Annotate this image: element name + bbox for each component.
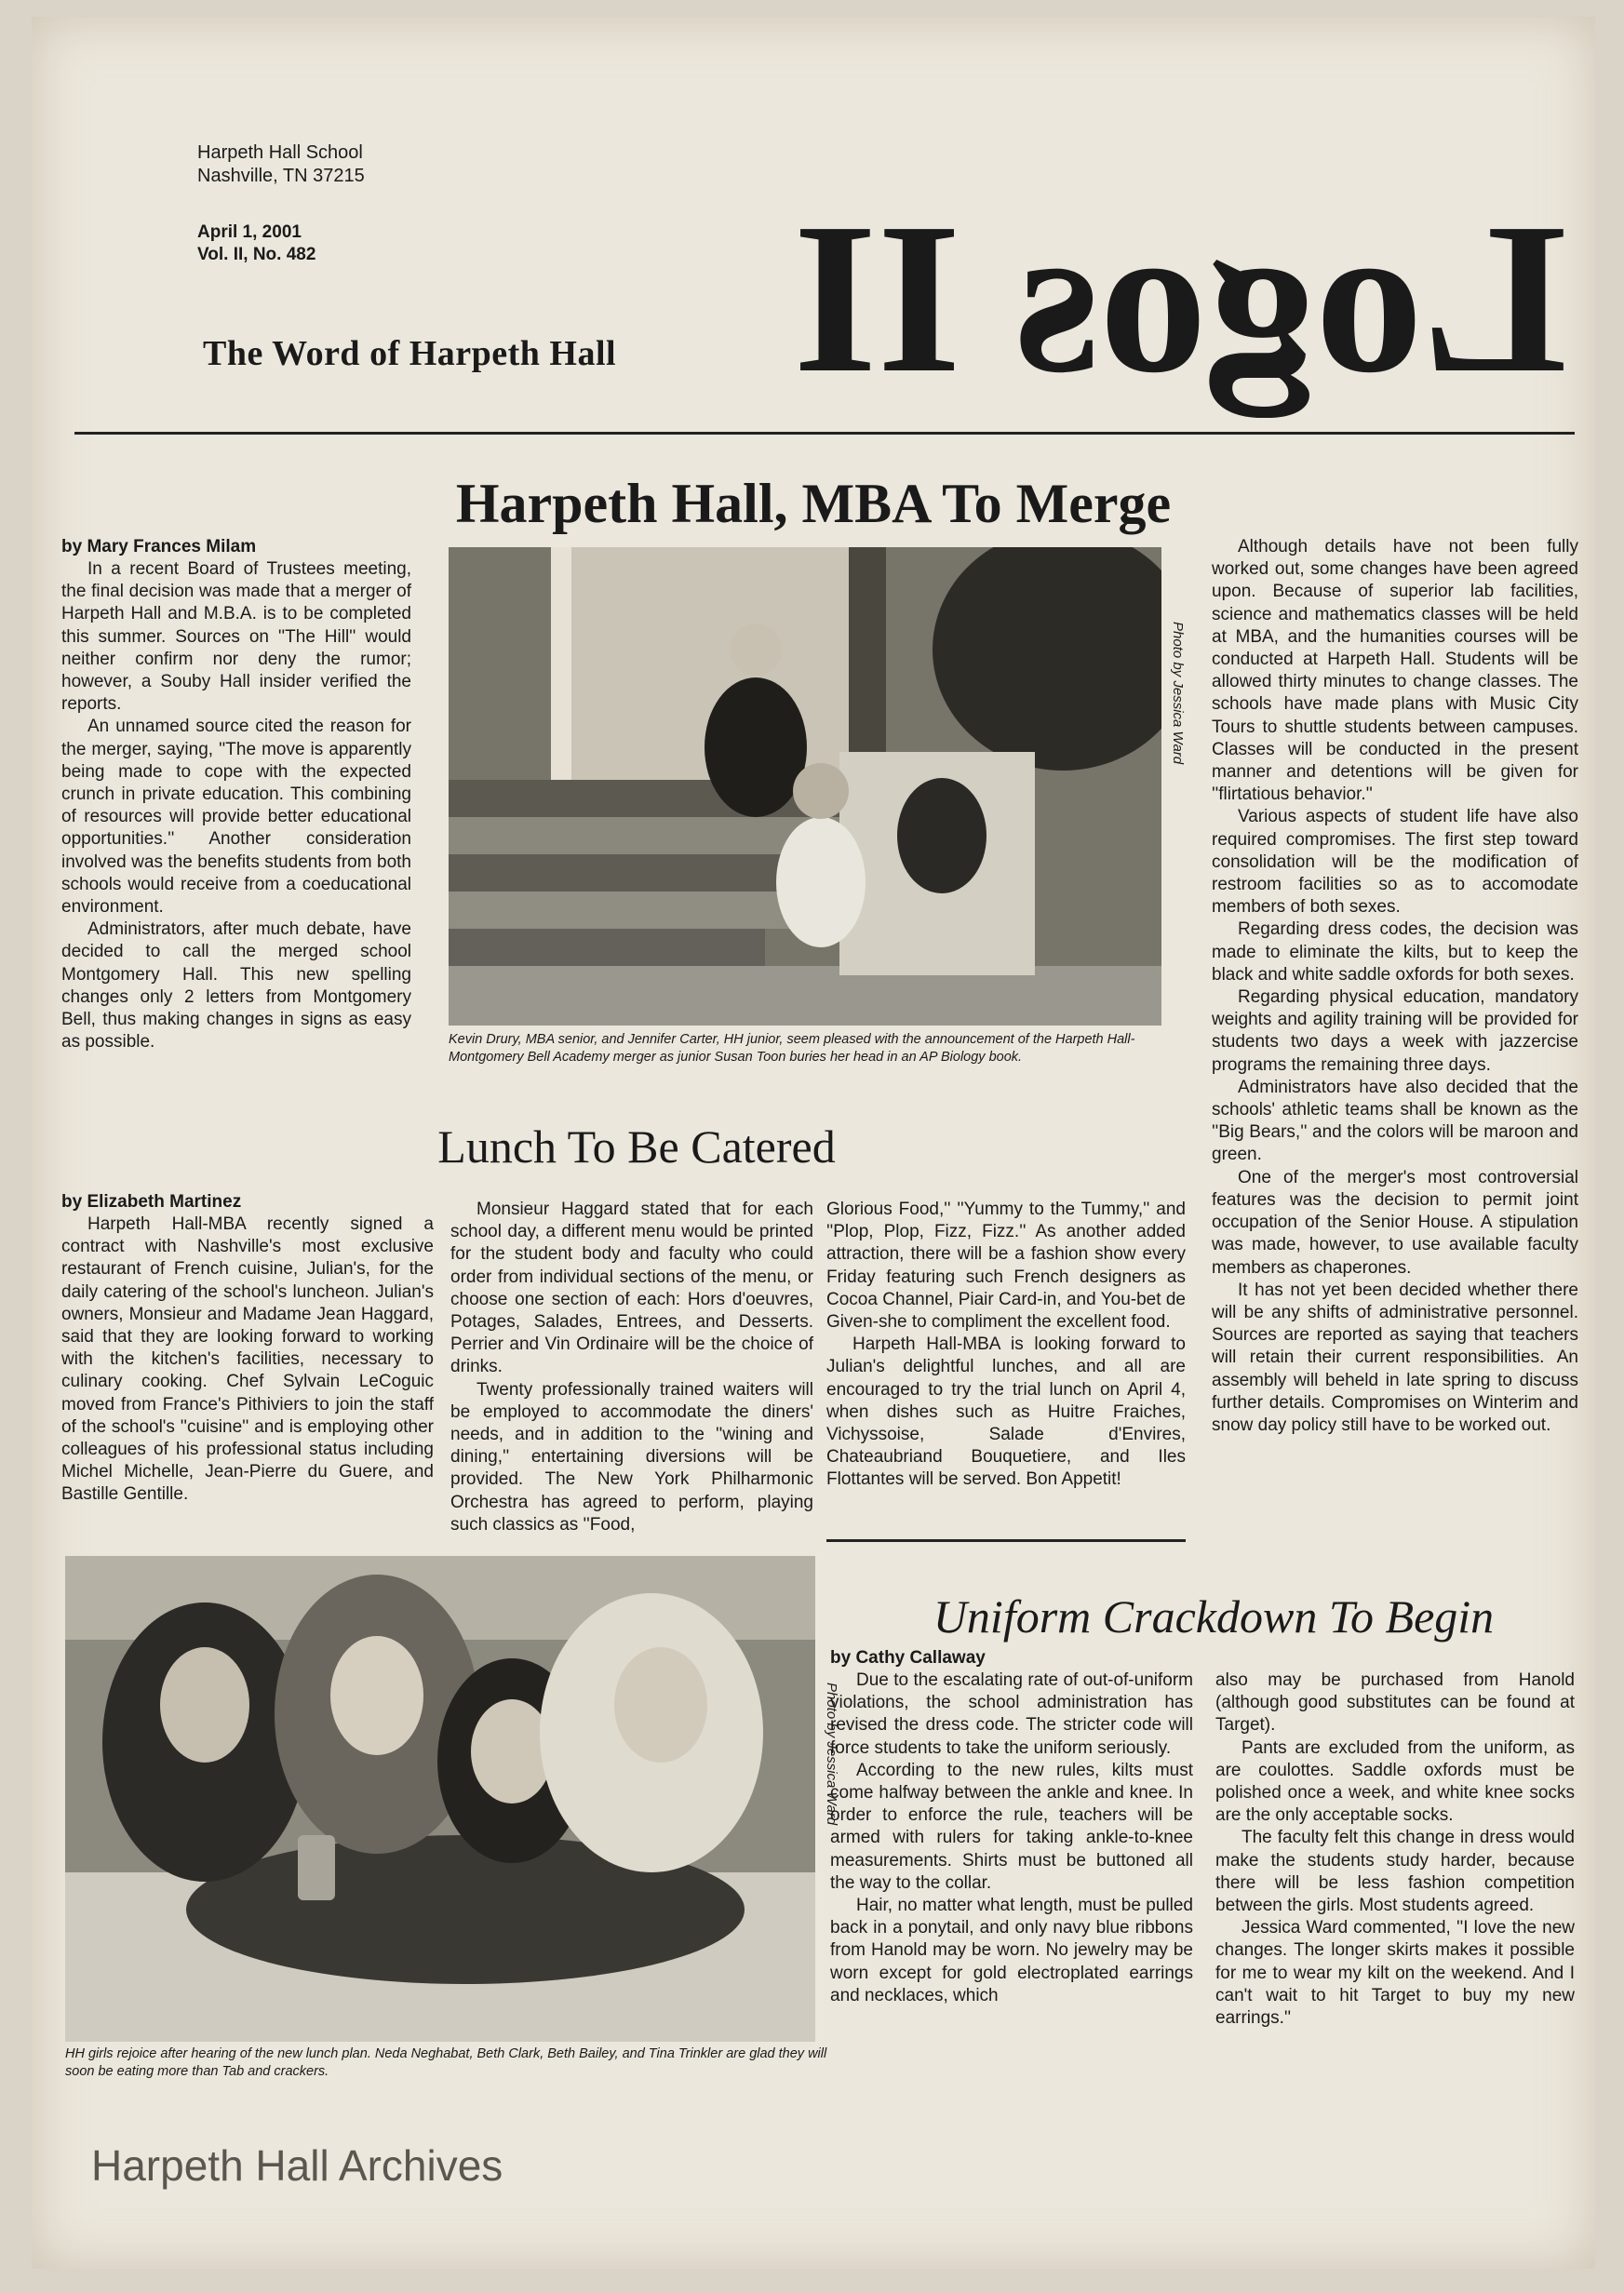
caption-lunch: HH girls rejoice after hearing of the new lunch plan. Neda Neghabat, Beth Clark, Beth Bailey, and Tina Trinkler are glad they will soon be eating more than Tab and crackers. [65,2046,827,2079]
lunch-paragraph: Monsieur Haggard stated that for each school day, a different menu would be printed for the student body and faculty who could order from individual sections of the menu, or choose one section of each: Hors d'oeuvres, Potages, Salades, Entrees, and Desserts. Perrier and Vin Ordinaire will be the choice of drinks. [450,1200,813,1377]
merge-right-paragraph: It has not yet been decided whether there will be any shifts of administrative personnel. Sources are reported as saying that teachers will retain their current responsibilities. An assembly will beheld in late spring to discuss further details. Compromises on Winterim and snow day policy still have to be worked out. [1212,1280,1578,1435]
uniform-paragraph: According to the new rules, kilts must come halfway between the ankle and knee. In order to enforce the rule, teachers will be armed with rulers for taking ankle-to-knee measurements. Shirts must be buttoned all the way to the collar. [830,1760,1193,1893]
photo-credit-lunch: Photo by Jessica Ward [824,1683,839,1826]
photo-merge-image [449,547,1161,1026]
merge-paragraph: An unnamed source cited the reason for the merger, saying, ''The move is apparently being made to cope with the expected crunch in private education. This combining of resources will provide better educational opportunities.'' Another consideration involved was the benefits students from both schools would receive from a coeducational environment. [61,717,411,918]
merge-right-paragraph: Administrators have also decided that the schools' athletic teams shall be known as the ''Big Bears,'' and the colors will be maroon and green. [1212,1077,1578,1165]
headline-merge: Harpeth Hall, MBA To Merge [455,473,1172,534]
school-city: Nashville, TN 37215 [197,166,365,186]
merge-right-paragraph: Regarding dress codes, the decision was made to eliminate the kilts, but to keep the black and white saddle oxfords for both sexes. [1212,919,1578,985]
issue-date: April 1, 2001 [197,222,302,242]
uniform-paragraph: also may be purchased from Hanold (although good substitutes can be found at Target). [1215,1670,1575,1736]
photo-lunch-image [65,1556,815,2042]
lunch-column-3 [826,1199,1186,1492]
photo-credit-merge: Photo by Jessica Ward [1170,622,1186,765]
photo-lunch-girls [65,1556,815,2042]
tagline: The Word of Harpeth Hall [203,334,617,373]
uniform-column-2 [1215,1669,1575,2030]
lunch-column-2 [450,1199,813,1536]
merge-paragraph: Administrators, after much debate, have decided to call the merged school Montgomery Hall. This new spelling changes only 2 letters from Montgomery Bell, thus making changes in signs as easy as possible. [61,919,411,1053]
issue-volume: Vol. II, No. 482 [197,245,316,264]
issue-info [197,221,315,266]
merge-right-paragraph: Although details have not been fully worked out, some changes have been agreed upon. Because of superior lab facilities, science and mathematics classes will be held at MBA, and the humanities courses will be conducted at Harpeth Hall. Students will be allowed thirty minutes to change classes. The schools have made plans with Music City Tours to shuttle students between campuses. Classes will be conducted in the present manner and detentions will be given for ''flirtatious behavior.'' [1212,537,1578,805]
headline-lunch: Lunch To Be Catered [437,1120,836,1173]
lunch-paragraph: Glorious Food,'' ''Yummy to the Tummy,'' and ''Plop, Plop, Fizz, Fizz.'' As another added attraction, there will be a fashion show every Friday featuring such French designers as Cocoa Channel, Piair Card-in, and You-bet de Given-she to compliment the excellent food. [826,1200,1186,1333]
masthead-rule [74,432,1575,435]
lunch-paragraph: Twenty professionally trained waiters will be employed to accommodate the diners' needs, and in addition to the ''wining and dining,'' entertaining diversions will be provided. The New York Philharmonic Orchestra has agreed to perform, playing such classics as ''Food, [450,1379,813,1535]
uniform-paragraph: Due to the escalating rate of out-of-uniform violations, the school administration has revised the dress code. The stricter code will force students to take the uniform seriously. [830,1670,1193,1758]
headline-uniform: Uniform Crackdown To Begin [933,1590,1495,1643]
lunch-paragraph: Harpeth Hall-MBA recently signed a contract with Nashville's most exclusive restaurant of French cuisine, Julian's, for the daily catering of the school's luncheon. Julian's owners, Monsieur and Madame Jean Haggard, said that they are looking forward to working with the kitchen's facilities, necessary to culinary cooking. Chef Sylvain LeCoguic moved from France's Pithiviers to join the staff of the school's ''cuisine'' and is employing other colleagues of his professional status including Michel Michelle, Jean-Pierre du Guere, and Bastille Gentille. [61,1214,434,1505]
merge-right-paragraph: Various aspects of student life have also required compromises. The first step toward consolidation will be the modification of restroom facilities so as to accomodate members of both sexes. [1212,807,1578,918]
masthead-address [197,141,365,188]
lunch-end-rule [826,1539,1186,1542]
lunch-paragraph: Harpeth Hall-MBA is looking forward to Julian's delightful lunches, and all are encouraged to try the trial lunch on April 4, when dishes such as Huitre Fraiches, Vichyssoise, Salade d'Envires, Chateaubriand Bouquetiere, and Iles Flottantes will be served. Bon Appetit! [826,1334,1186,1490]
lunch-column-1 [61,1191,434,1507]
archive-watermark: Harpeth Hall Archives [91,2141,503,2190]
merge-left-column [61,536,411,1053]
masthead-logo: Logos II [793,179,1567,418]
byline-lunch: by Elizabeth Martinez [61,1192,242,1212]
uniform-paragraph: Hair, no matter what length, must be pulled back in a ponytail, and only navy blue ribbons from Hanold may be worn. No jewelry may be worn except for gold electroplated earrings and necklaces, which [830,1896,1193,2005]
merge-paragraph: In a recent Board of Trustees meeting, the final decision was made that a merger of Harpeth Hall and M.B.A. is to be completed this summer. Sources on ''The Hill'' would neither confirm nor deny the rumor; however, a Souby Hall insider verified the reports. [61,559,411,715]
merge-right-paragraph: Regarding physical education, mandatory weights and agility training will be provided for students two days a week with jazzercise programs the remaining three days. [1212,987,1578,1075]
uniform-paragraph: Pants are excluded from the uniform, as are coulottes. Saddle oxfords must be polished once a week, and white knee socks are the only acceptable socks. [1215,1737,1575,1826]
caption-merge: Kevin Drury, MBA senior, and Jennifer Carter, HH junior, seem pleased with the announcement of the Harpeth Hall-Montgomery Bell Academy merger as junior Susan Toon buries her head in an AP Biology book. [449,1032,1135,1065]
photo-merge-steps [449,547,1161,1026]
uniform-paragraph: Jessica Ward commented, ''I love the new changes. The longer skirts makes it possible for me to wear my kilt on the weekend. And I can't wait to hit Target to buy my new earrings.'' [1215,1918,1575,2029]
byline-merge: by Mary Frances Milam [61,537,257,556]
merge-right-paragraph: One of the merger's most controversial features was the decision to permit joint occupation of the Senior House. A stipulation was made, however, to use available faculty members as chaperones. [1212,1167,1578,1278]
byline-uniform: by Cathy Callaway [830,1648,986,1668]
merge-right-column [1212,536,1578,1437]
school-name: Harpeth Hall School [197,142,363,163]
uniform-column-1 [830,1647,1193,2007]
uniform-paragraph: The faculty felt this change in dress would make the students study harder, because there will be less fashion competition between the girls. Most students agreed. [1215,1828,1575,1916]
newspaper-page [32,17,1595,2269]
